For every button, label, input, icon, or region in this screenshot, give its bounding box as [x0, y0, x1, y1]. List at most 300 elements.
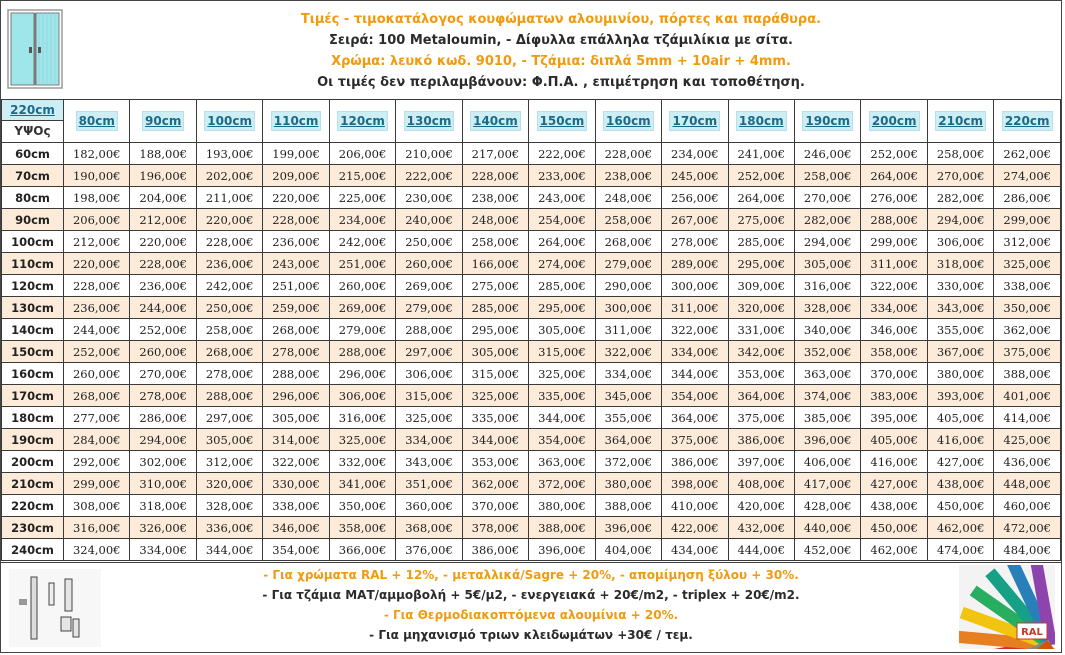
price-cell: 316,00€	[794, 275, 860, 297]
height-label: 150cm	[2, 341, 64, 363]
price-cell: 316,00€	[64, 517, 130, 539]
price-cell: 279,00€	[595, 253, 661, 275]
price-cell: 309,00€	[728, 275, 794, 297]
price-cell: 305,00€	[263, 407, 329, 429]
width-label: 90cm	[142, 111, 184, 131]
table-row	[2, 429, 1061, 451]
price-cell: 405,00€	[861, 429, 927, 451]
price-cell: 242,00€	[196, 275, 262, 297]
price-cell: 335,00€	[462, 407, 528, 429]
price-cell: 332,00€	[329, 451, 395, 473]
price-cell: 276,00€	[861, 187, 927, 209]
price-cell: 328,00€	[196, 495, 262, 517]
price-cell: 262,00€	[994, 143, 1061, 165]
width-header-cell	[861, 100, 927, 143]
price-cell: 374,00€	[794, 385, 860, 407]
table-row	[2, 363, 1061, 385]
price-cell: 236,00€	[196, 253, 262, 275]
price-cell: 342,00€	[728, 341, 794, 363]
price-cell: 240,00€	[396, 209, 462, 231]
price-cell: 269,00€	[396, 275, 462, 297]
price-cell: 444,00€	[728, 539, 794, 561]
price-cell: 234,00€	[329, 209, 395, 231]
price-cell: 344,00€	[196, 539, 262, 561]
width-header-cell	[794, 100, 860, 143]
price-cell: 416,00€	[927, 429, 993, 451]
price-cell: 285,00€	[529, 275, 595, 297]
price-cell: 274,00€	[529, 253, 595, 275]
height-label: 180cm	[2, 407, 64, 429]
price-cell: 228,00€	[196, 231, 262, 253]
footer-notes	[111, 565, 951, 645]
price-cell: 206,00€	[329, 143, 395, 165]
price-cell: 425,00€	[994, 429, 1061, 451]
price-cell: 270,00€	[794, 187, 860, 209]
price-cell: 228,00€	[595, 143, 661, 165]
price-cell: 206,00€	[64, 209, 130, 231]
price-cell: 294,00€	[794, 231, 860, 253]
price-cell: 368,00€	[396, 517, 462, 539]
price-cell: 190,00€	[64, 165, 130, 187]
price-cell: 211,00€	[196, 187, 262, 209]
price-cell: 408,00€	[728, 473, 794, 495]
price-cell: 236,00€	[64, 297, 130, 319]
price-cell: 334,00€	[662, 341, 728, 363]
price-cell: 212,00€	[64, 231, 130, 253]
price-cell: 275,00€	[728, 209, 794, 231]
price-cell: 325,00€	[329, 429, 395, 451]
price-cell: 386,00€	[662, 451, 728, 473]
price-cell: 254,00€	[529, 209, 595, 231]
price-cell: 306,00€	[396, 363, 462, 385]
price-cell: 258,00€	[595, 209, 661, 231]
price-cell: 278,00€	[263, 341, 329, 363]
height-label: 90cm	[2, 209, 64, 231]
footer	[1, 562, 1061, 653]
price-cell: 378,00€	[462, 517, 528, 539]
price-cell: 375,00€	[994, 341, 1061, 363]
price-cell: 234,00€	[662, 143, 728, 165]
price-cell: 322,00€	[662, 319, 728, 341]
price-cell: 404,00€	[595, 539, 661, 561]
price-cell: 393,00€	[927, 385, 993, 407]
price-cell: 406,00€	[794, 451, 860, 473]
price-cell: 474,00€	[927, 539, 993, 561]
width-header-cell	[263, 100, 329, 143]
price-cell: 432,00€	[728, 517, 794, 539]
price-cell: 354,00€	[662, 385, 728, 407]
price-cell: 220,00€	[196, 209, 262, 231]
price-cell: 354,00€	[263, 539, 329, 561]
price-cell: 346,00€	[861, 319, 927, 341]
price-cell: 230,00€	[396, 187, 462, 209]
price-cell: 460,00€	[994, 495, 1061, 517]
price-cell: 330,00€	[263, 473, 329, 495]
height-label: 130cm	[2, 297, 64, 319]
width-header-cell	[728, 100, 794, 143]
table-row	[2, 517, 1061, 539]
price-cell: 452,00€	[794, 539, 860, 561]
width-label: 140cm	[470, 111, 521, 131]
width-label: 180cm	[736, 111, 787, 131]
price-cell: 166,00€	[462, 253, 528, 275]
corner-width-label: 220cm	[2, 100, 63, 121]
price-cell: 225,00€	[329, 187, 395, 209]
hardware-handles-icon	[9, 569, 101, 647]
price-cell: 286,00€	[994, 187, 1061, 209]
price-cell: 294,00€	[130, 429, 196, 451]
width-label: 120cm	[337, 111, 388, 131]
price-cell: 325,00€	[462, 385, 528, 407]
price-cell: 279,00€	[396, 297, 462, 319]
price-cell: 222,00€	[529, 143, 595, 165]
price-cell: 385,00€	[794, 407, 860, 429]
price-cell: 351,00€	[396, 473, 462, 495]
price-cell: 288,00€	[329, 341, 395, 363]
price-cell: 472,00€	[994, 517, 1061, 539]
price-table	[1, 99, 1061, 561]
price-cell: 370,00€	[462, 495, 528, 517]
price-cell: 320,00€	[728, 297, 794, 319]
height-label: 190cm	[2, 429, 64, 451]
price-cell: 260,00€	[64, 363, 130, 385]
price-cell: 264,00€	[529, 231, 595, 253]
price-cell: 362,00€	[994, 319, 1061, 341]
price-cell: 315,00€	[396, 385, 462, 407]
price-cell: 282,00€	[927, 187, 993, 209]
price-cell: 252,00€	[130, 319, 196, 341]
price-cell: 295,00€	[462, 319, 528, 341]
price-cell: 296,00€	[263, 385, 329, 407]
price-cell: 243,00€	[529, 187, 595, 209]
width-label: 220cm	[1002, 111, 1053, 131]
price-cell: 388,00€	[994, 363, 1061, 385]
price-cell: 338,00€	[994, 275, 1061, 297]
price-cell: 286,00€	[130, 407, 196, 429]
price-cell: 331,00€	[728, 319, 794, 341]
table-header-row	[2, 100, 1061, 143]
price-cell: 450,00€	[861, 517, 927, 539]
price-cell: 328,00€	[794, 297, 860, 319]
height-label: 200cm	[2, 451, 64, 473]
price-cell: 462,00€	[861, 539, 927, 561]
price-cell: 355,00€	[595, 407, 661, 429]
price-cell: 448,00€	[994, 473, 1061, 495]
price-cell: 422,00€	[662, 517, 728, 539]
price-cell: 322,00€	[861, 275, 927, 297]
price-cell: 297,00€	[196, 407, 262, 429]
price-cell: 238,00€	[595, 165, 661, 187]
price-cell: 188,00€	[130, 143, 196, 165]
price-cell: 299,00€	[861, 231, 927, 253]
price-cell: 246,00€	[794, 143, 860, 165]
table-row	[2, 539, 1061, 561]
price-cell: 222,00€	[396, 165, 462, 187]
price-cell: 289,00€	[662, 253, 728, 275]
price-cell: 343,00€	[927, 297, 993, 319]
table-row	[2, 297, 1061, 319]
table-row	[2, 451, 1061, 473]
price-cell: 284,00€	[64, 429, 130, 451]
price-cell: 220,00€	[263, 187, 329, 209]
price-cell: 238,00€	[462, 187, 528, 209]
header	[1, 1, 1061, 100]
sliding-window-icon	[7, 9, 63, 89]
price-cell: 345,00€	[595, 385, 661, 407]
price-cell: 302,00€	[130, 451, 196, 473]
price-cell: 336,00€	[196, 517, 262, 539]
price-cell: 318,00€	[927, 253, 993, 275]
price-cell: 358,00€	[861, 341, 927, 363]
price-cell: 248,00€	[595, 187, 661, 209]
price-cell: 438,00€	[927, 473, 993, 495]
price-cell: 236,00€	[130, 275, 196, 297]
price-cell: 270,00€	[927, 165, 993, 187]
width-header-cell	[196, 100, 262, 143]
price-cell: 288,00€	[196, 385, 262, 407]
price-cell: 312,00€	[196, 451, 262, 473]
price-cell: 275,00€	[462, 275, 528, 297]
footer-note: - Για μηχανισμό τριων κλειδωμάτων +30€ / τεμ.	[369, 628, 693, 642]
height-label: 160cm	[2, 363, 64, 385]
price-cell: 398,00€	[662, 473, 728, 495]
price-cell: 440,00€	[794, 517, 860, 539]
price-cell: 305,00€	[462, 341, 528, 363]
price-cell: 350,00€	[329, 495, 395, 517]
price-cell: 209,00€	[263, 165, 329, 187]
price-cell: 414,00€	[994, 407, 1061, 429]
price-cell: 436,00€	[994, 451, 1061, 473]
price-cell: 268,00€	[595, 231, 661, 253]
price-cell: 386,00€	[462, 539, 528, 561]
width-label: 210cm	[935, 111, 986, 131]
price-cell: 288,00€	[396, 319, 462, 341]
price-cell: 215,00€	[329, 165, 395, 187]
table-row	[2, 319, 1061, 341]
table-row	[2, 143, 1061, 165]
width-label: 130cm	[404, 111, 455, 131]
price-cell: 278,00€	[130, 385, 196, 407]
price-cell: 305,00€	[529, 319, 595, 341]
price-cell: 274,00€	[994, 165, 1061, 187]
height-label: 110cm	[2, 253, 64, 275]
price-cell: 314,00€	[263, 429, 329, 451]
price-cell: 325,00€	[396, 407, 462, 429]
price-cell: 228,00€	[263, 209, 329, 231]
price-cell: 364,00€	[728, 385, 794, 407]
price-cell: 259,00€	[263, 297, 329, 319]
price-cell: 383,00€	[861, 385, 927, 407]
price-cell: 462,00€	[927, 517, 993, 539]
price-cell: 260,00€	[130, 341, 196, 363]
height-label: 230cm	[2, 517, 64, 539]
price-cell: 450,00€	[927, 495, 993, 517]
price-cell: 308,00€	[64, 495, 130, 517]
price-cell: 252,00€	[861, 143, 927, 165]
price-cell: 396,00€	[595, 517, 661, 539]
price-cell: 250,00€	[196, 297, 262, 319]
width-label: 160cm	[603, 111, 654, 131]
price-cell: 340,00€	[794, 319, 860, 341]
ral-logo-text: RAL	[1021, 627, 1043, 638]
price-cell: 269,00€	[329, 297, 395, 319]
price-cell: 210,00€	[396, 143, 462, 165]
price-cell: 252,00€	[64, 341, 130, 363]
price-cell: 367,00€	[927, 341, 993, 363]
price-cell: 352,00€	[794, 341, 860, 363]
price-cell: 241,00€	[728, 143, 794, 165]
price-cell: 334,00€	[130, 539, 196, 561]
price-cell: 372,00€	[595, 451, 661, 473]
price-cell: 243,00€	[263, 253, 329, 275]
price-cell: 318,00€	[130, 495, 196, 517]
width-header-cell	[64, 100, 130, 143]
price-cell: 268,00€	[263, 319, 329, 341]
price-cell: 322,00€	[263, 451, 329, 473]
price-cell: 285,00€	[728, 231, 794, 253]
height-label: 210cm	[2, 473, 64, 495]
price-cell: 204,00€	[130, 187, 196, 209]
price-cell: 198,00€	[64, 187, 130, 209]
price-cell: 335,00€	[529, 385, 595, 407]
table-row	[2, 275, 1061, 297]
price-cell: 196,00€	[130, 165, 196, 187]
price-cell: 278,00€	[196, 363, 262, 385]
price-cell: 279,00€	[329, 319, 395, 341]
price-cell: 370,00€	[861, 363, 927, 385]
price-cell: 484,00€	[994, 539, 1061, 561]
price-cell: 380,00€	[529, 495, 595, 517]
header-text	[71, 9, 1051, 93]
price-cell: 346,00€	[263, 517, 329, 539]
price-cell: 364,00€	[662, 407, 728, 429]
price-cell: 228,00€	[130, 253, 196, 275]
price-cell: 306,00€	[329, 385, 395, 407]
price-cell: 282,00€	[794, 209, 860, 231]
price-cell: 258,00€	[462, 231, 528, 253]
price-cell: 330,00€	[927, 275, 993, 297]
height-label: 240cm	[2, 539, 64, 561]
price-cell: 353,00€	[728, 363, 794, 385]
price-cell: 300,00€	[595, 297, 661, 319]
price-cell: 320,00€	[196, 473, 262, 495]
height-label: 60cm	[2, 143, 64, 165]
price-cell: 250,00€	[396, 231, 462, 253]
width-label: 80cm	[76, 111, 118, 131]
price-cell: 305,00€	[196, 429, 262, 451]
price-cell: 396,00€	[529, 539, 595, 561]
price-cell: 264,00€	[728, 187, 794, 209]
price-cell: 228,00€	[64, 275, 130, 297]
price-cell: 300,00€	[662, 275, 728, 297]
price-cell: 324,00€	[64, 539, 130, 561]
height-label: 100cm	[2, 231, 64, 253]
price-cell: 311,00€	[861, 253, 927, 275]
price-cell: 341,00€	[329, 473, 395, 495]
price-cell: 245,00€	[662, 165, 728, 187]
price-cell: 388,00€	[595, 495, 661, 517]
price-cell: 296,00€	[329, 363, 395, 385]
price-cell: 363,00€	[529, 451, 595, 473]
table-row	[2, 165, 1061, 187]
width-header-cell	[396, 100, 462, 143]
height-label: 80cm	[2, 187, 64, 209]
price-cell: 244,00€	[64, 319, 130, 341]
price-cell: 288,00€	[861, 209, 927, 231]
price-cell: 343,00€	[396, 451, 462, 473]
price-cell: 405,00€	[927, 407, 993, 429]
price-cell: 305,00€	[794, 253, 860, 275]
price-cell: 242,00€	[329, 231, 395, 253]
price-cell: 256,00€	[662, 187, 728, 209]
price-cell: 264,00€	[861, 165, 927, 187]
table-row	[2, 209, 1061, 231]
price-cell: 401,00€	[994, 385, 1061, 407]
width-header-cell	[329, 100, 395, 143]
table-row	[2, 341, 1061, 363]
price-cell: 311,00€	[662, 297, 728, 319]
price-cell: 386,00€	[728, 429, 794, 451]
price-cell: 395,00€	[861, 407, 927, 429]
price-cell: 260,00€	[396, 253, 462, 275]
price-cell: 338,00€	[263, 495, 329, 517]
width-header-cell	[927, 100, 993, 143]
width-label: 200cm	[869, 111, 920, 131]
price-cell: 353,00€	[462, 451, 528, 473]
price-cell: 434,00€	[662, 539, 728, 561]
header-line: Σειρά: 100 Metaloumin, - Δίφυλλα επάλληλα τζάμιλίκια με σίτα.	[329, 33, 793, 48]
price-cell: 228,00€	[462, 165, 528, 187]
price-cell: 334,00€	[861, 297, 927, 319]
price-cell: 252,00€	[728, 165, 794, 187]
price-cell: 315,00€	[462, 363, 528, 385]
price-cell: 363,00€	[794, 363, 860, 385]
price-cell: 285,00€	[462, 297, 528, 319]
price-cell: 312,00€	[994, 231, 1061, 253]
price-cell: 380,00€	[927, 363, 993, 385]
header-line: Χρώμα: λευκό κωδ. 9010, - Τζάμια: διπλά 5mm + 10air + 4mm.	[331, 54, 791, 69]
price-cell: 268,00€	[64, 385, 130, 407]
price-cell: 217,00€	[462, 143, 528, 165]
price-cell: 278,00€	[662, 231, 728, 253]
price-cell: 258,00€	[196, 319, 262, 341]
price-cell: 212,00€	[130, 209, 196, 231]
price-cell: 334,00€	[595, 363, 661, 385]
height-label: 170cm	[2, 385, 64, 407]
price-cell: 360,00€	[396, 495, 462, 517]
width-label: 150cm	[537, 111, 588, 131]
price-cell: 310,00€	[130, 473, 196, 495]
price-cell: 299,00€	[994, 209, 1061, 231]
price-cell: 236,00€	[263, 231, 329, 253]
price-cell: 344,00€	[529, 407, 595, 429]
price-cell: 350,00€	[994, 297, 1061, 319]
height-label: 220cm	[2, 495, 64, 517]
price-cell: 202,00€	[196, 165, 262, 187]
width-label: 100cm	[204, 111, 255, 131]
ral-color-fan-icon	[959, 565, 1055, 649]
width-header-cell	[130, 100, 196, 143]
price-cell: 322,00€	[595, 341, 661, 363]
price-cell: 295,00€	[728, 253, 794, 275]
price-cell: 364,00€	[595, 429, 661, 451]
table-row	[2, 187, 1061, 209]
price-cell: 358,00€	[329, 517, 395, 539]
price-cell: 344,00€	[462, 429, 528, 451]
width-label: 110cm	[271, 111, 322, 131]
price-cell: 397,00€	[728, 451, 794, 473]
width-header-cell	[529, 100, 595, 143]
